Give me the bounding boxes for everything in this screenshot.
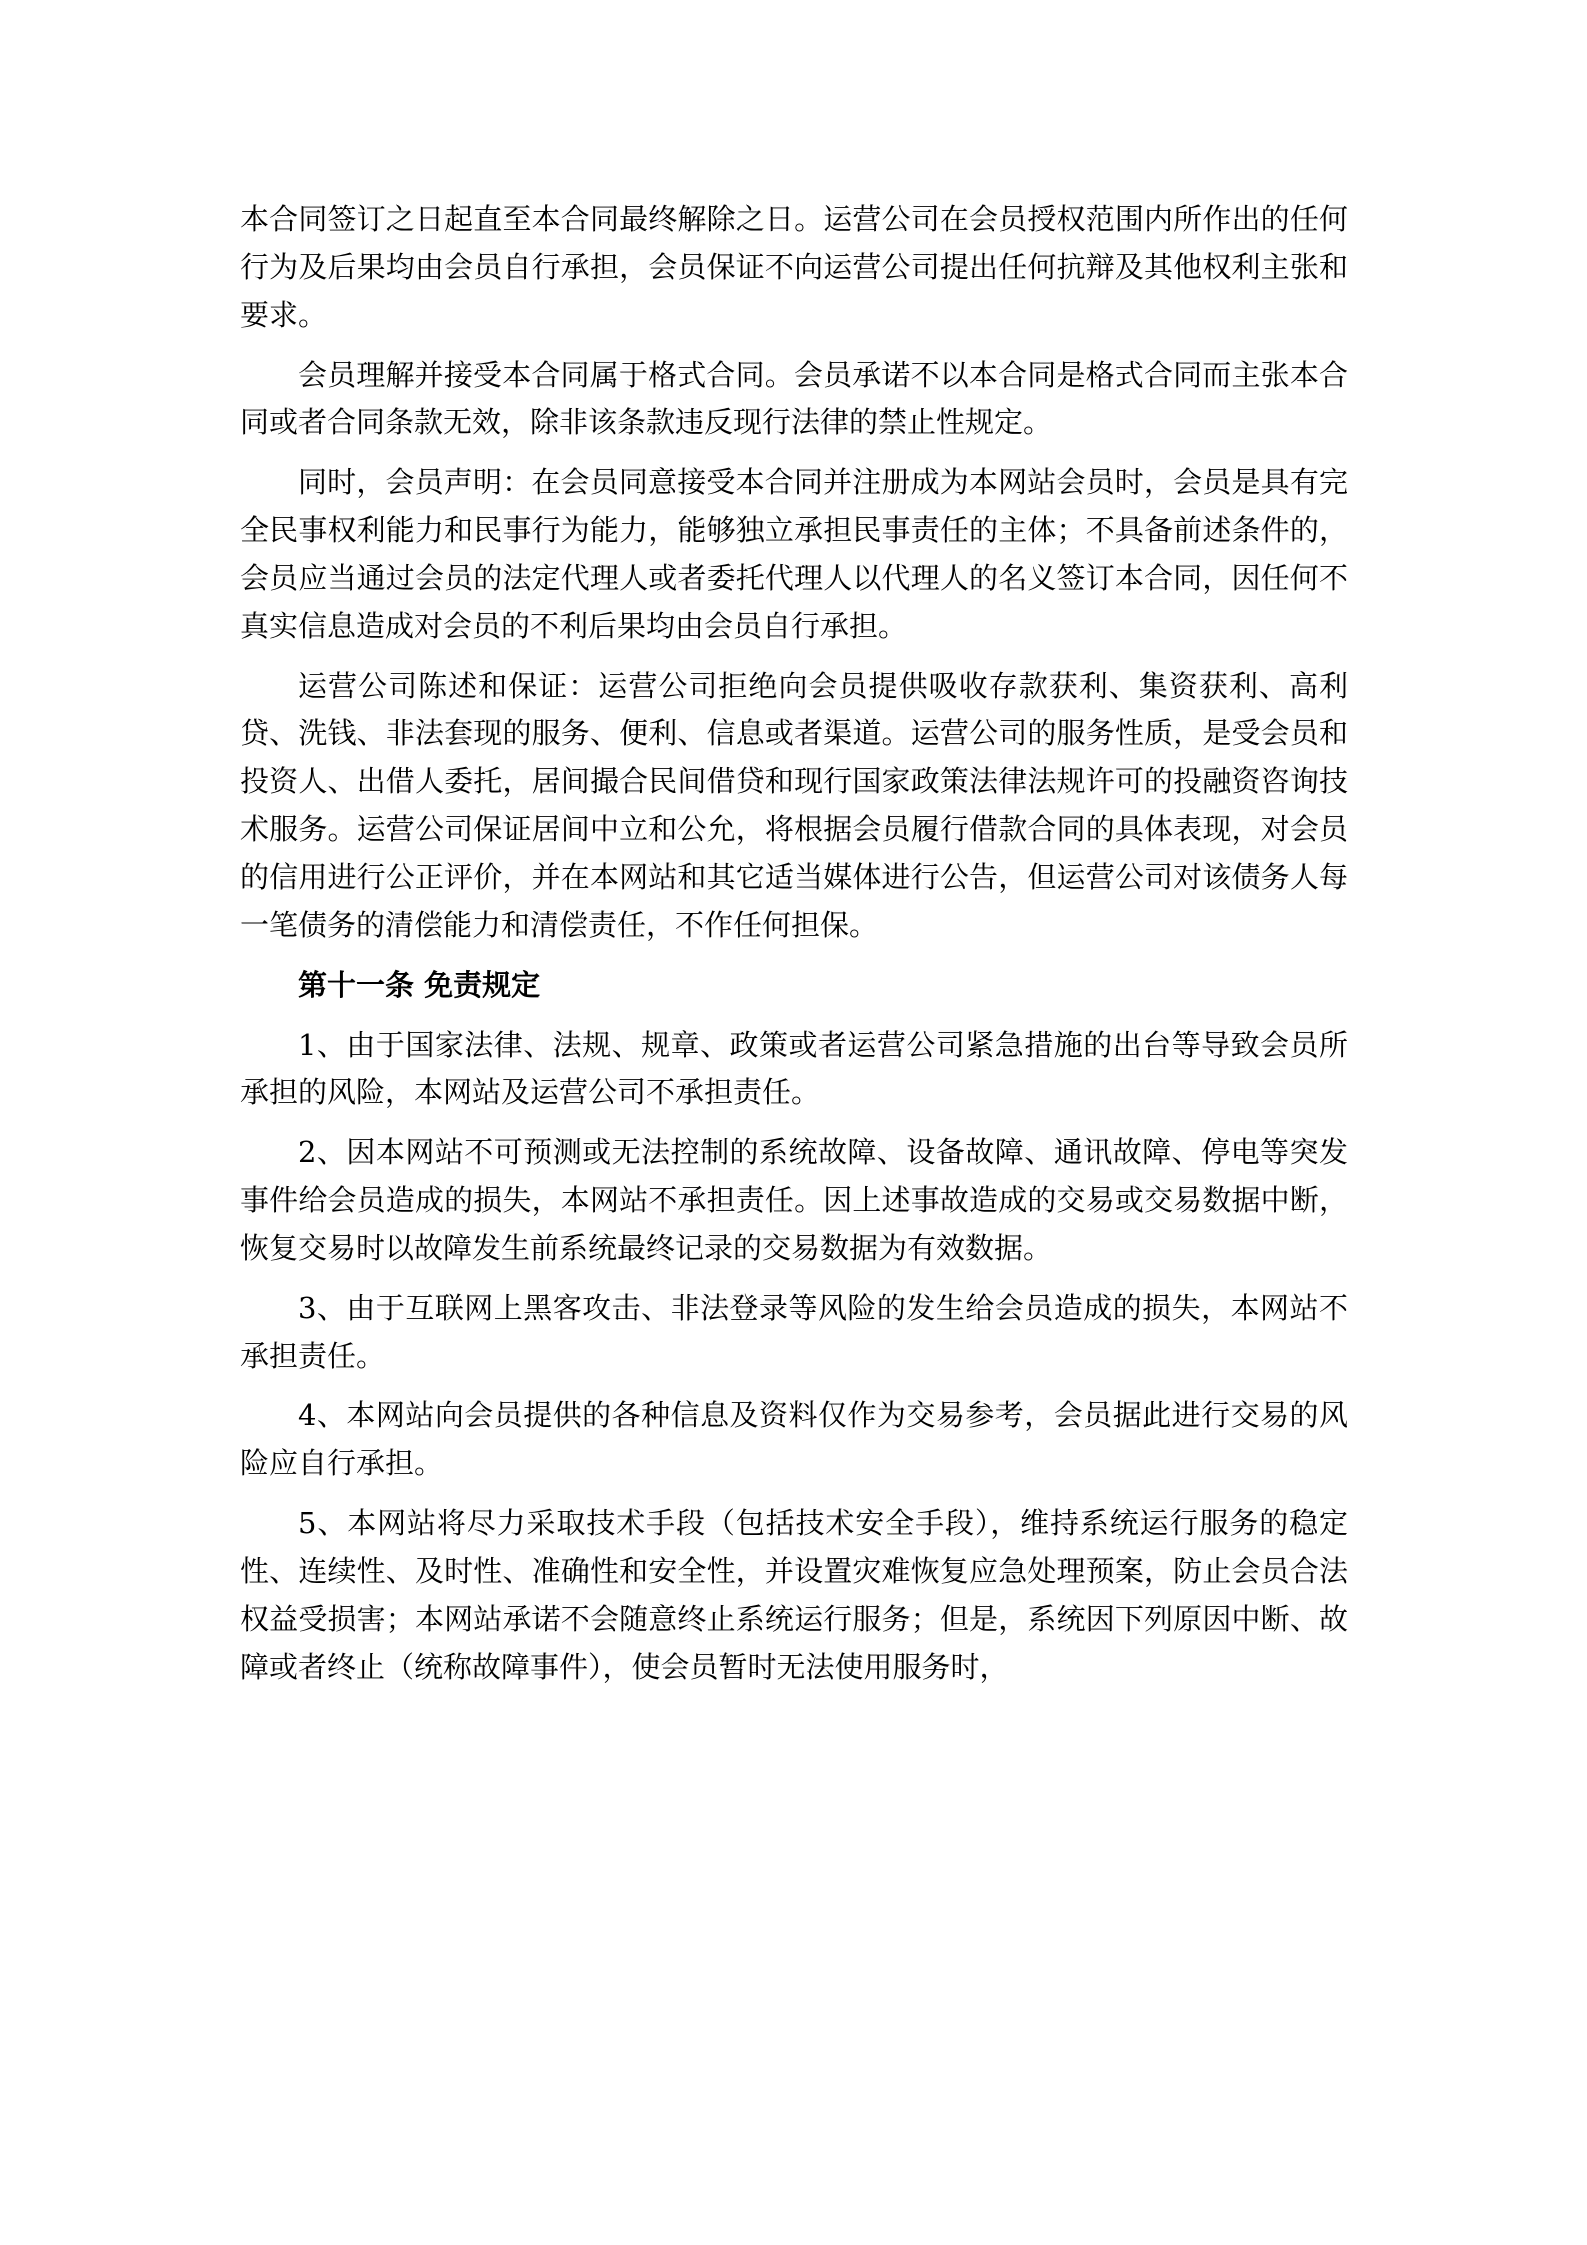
paragraph-format-contract: 会员理解并接受本合同属于格式合同。会员承诺不以本合同是格式合同而主张本合同或者合同条款无效，除非该条款违反现行法律的禁止性规定。 [240, 357, 1348, 440]
section-heading: 第十一条 免责规定 [298, 967, 541, 1002]
document-body [240, 196, 1348, 1703]
clause-item: 4、本网站向会员提供的各种信息及资料仅作为交易参考，会员据此进行交易的风险应自行承担。 [240, 1398, 1348, 1481]
paragraph-member-declaration: 同时，会员声明：在会员同意接受本合同并注册成为本网站会员时，会员是具有完全民事权利能力和民事行为能力，能够独立承担民事责任的主体；不具备前述条件的，会员应当通过会员的法定代理人或者委托代理人以代理人的名义签订本合同，因任何不真实信息造成对会员的不利后果均由会员自行承担。 [240, 465, 1348, 643]
clause-item: 2、因本网站不可预测或无法控制的系统故障、设备故障、通讯故障、停电等突发事件给会员造成的损失，本网站不承担责任。因上述事故造成的交易或交易数据中断，恢复交易时以故障发生前系统最终记录的交易数据为有效数据。 [240, 1135, 1348, 1265]
clause-item: 1、由于国家法律、法规、规章、政策或者运营公司紧急措施的出台等导致会员所承担的风险，本网站及运营公司不承担责任。 [240, 1027, 1348, 1110]
clause-item: 5、本网站将尽力采取技术手段（包括技术安全手段），维持系统运行服务的稳定性、连续性、及时性、准确性和安全性，并设置灾难恢复应急处理预案，防止会员合法权益受损害；本网站承诺不会随意终止系统运行服务；但是，系统因下列原因中断、故障或者终止（统称故障事件），使会员暂时无法使用服务时， [240, 1506, 1348, 1684]
paragraph-continuation: 本合同签订之日起直至本合同最终解除之日。运营公司在会员授权范围内所作出的任何行为及后果均由会员自行承担，会员保证不向运营公司提出任何抗辩及其他权利主张和要求。 [240, 202, 1348, 332]
paragraph-operator-statement: 运营公司陈述和保证：运营公司拒绝向会员提供吸收存款获利、集资获利、高利贷、洗钱、非法套现的服务、便利、信息或者渠道。运营公司的服务性质，是受会员和投资人、出借人委托，居间撮合民间借贷和现行国家政策法律法规许可的投融资咨询技术服务。运营公司保证居间中立和公允，将根据会员履行借款合同的具体表现，对会员的信用进行公正评价，并在本网站和其它适当媒体进行公告，但运营公司对该债务人每一笔债务的清偿能力和清偿责任，不作任何担保。 [240, 668, 1348, 942]
clause-item: 3、由于互联网上黑客攻击、非法登录等风险的发生给会员造成的损失，本网站不承担责任。 [240, 1290, 1348, 1373]
